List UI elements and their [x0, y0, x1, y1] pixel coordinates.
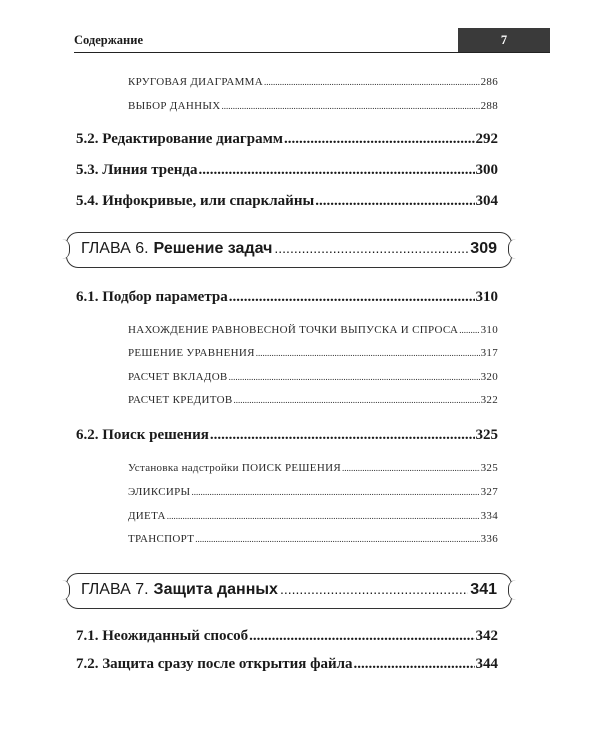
- toc-section-page: 292: [475, 131, 498, 147]
- toc-entry-label: КРУГОВАЯ ДИАГРАММА: [128, 76, 263, 88]
- toc-entry-label: НАХОЖДЕНИЕ РАВНОВЕСНОЙ ТОЧКИ ВЫПУСКА И СПРОСА: [128, 324, 459, 336]
- chapter-page: 341: [470, 581, 497, 598]
- dot-leader: [210, 427, 475, 444]
- toc-entry[interactable]: [128, 394, 498, 406]
- dot-leader: [284, 131, 475, 148]
- toc-entry-label: РЕШЕНИЕ УРАВНЕНИЯ: [128, 347, 255, 359]
- toc-entry-page: 325: [480, 462, 498, 474]
- toc-entry[interactable]: [128, 510, 498, 522]
- toc-section-page: 310: [475, 289, 498, 305]
- toc-entry-page: 317: [480, 347, 498, 359]
- dot-leader: [199, 162, 475, 179]
- toc-entry[interactable]: [128, 486, 498, 498]
- chapter-7-banner[interactable]: [66, 573, 512, 609]
- toc-entry-page: 320: [480, 371, 498, 383]
- dot-leader: [354, 656, 475, 673]
- toc-section-label: 5.2. Редактирование диаграмм: [76, 131, 283, 147]
- toc-section-label: 6.2. Поиск решения: [76, 427, 209, 443]
- toc-entry-page: 327: [480, 486, 498, 498]
- dot-leader: [249, 628, 474, 645]
- dot-leader: [280, 581, 468, 597]
- toc-entry[interactable]: [128, 76, 498, 88]
- toc-section-page: 325: [475, 427, 498, 443]
- dot-leader: [191, 486, 479, 498]
- toc-entry-label: Установка надстройки ПОИСК РЕШЕНИЯ: [128, 462, 341, 474]
- chapter-page: 309: [470, 240, 497, 257]
- toc-entry[interactable]: [128, 371, 498, 383]
- dot-leader: [256, 347, 480, 359]
- dot-leader: [221, 100, 479, 112]
- dot-leader: [233, 394, 479, 406]
- toc-entry-page: 288: [480, 100, 498, 112]
- toc-entry-label: РАСЧЕТ ВКЛАДОВ: [128, 371, 228, 383]
- toc-section[interactable]: [76, 193, 498, 210]
- toc-entry[interactable]: [128, 347, 498, 359]
- toc-section-label: 5.4. Инфокривые, или спарклайны: [76, 193, 315, 209]
- toc-section[interactable]: [76, 656, 498, 673]
- dot-leader: [229, 289, 475, 306]
- toc-section-label: 7.2. Защита сразу после открытия файла: [76, 656, 353, 672]
- toc-entry[interactable]: [128, 100, 498, 112]
- running-header: [74, 28, 550, 53]
- chapter-number: ГЛАВА 6.: [81, 240, 149, 257]
- toc-entry[interactable]: [128, 462, 498, 474]
- dot-leader: [264, 76, 480, 88]
- toc-section[interactable]: [76, 162, 498, 179]
- dot-leader: [167, 510, 480, 522]
- chapter-6-banner[interactable]: [66, 232, 512, 268]
- dot-leader: [195, 533, 479, 545]
- chapter-title: Защита данных: [153, 581, 278, 598]
- toc-section[interactable]: [76, 289, 498, 306]
- dot-leader: [315, 193, 474, 210]
- dot-leader: [342, 462, 480, 474]
- toc-entry[interactable]: [128, 533, 498, 545]
- toc-entry-label: РАСЧЕТ КРЕДИТОВ: [128, 394, 233, 406]
- header-title: Содержание: [74, 33, 144, 47]
- toc-entry-label: ДИЕТА: [128, 510, 166, 522]
- toc-section-page: 304: [475, 193, 498, 209]
- toc-entry[interactable]: [128, 324, 498, 336]
- header-page-number: 7: [458, 28, 550, 52]
- toc-entry-page: 322: [480, 394, 498, 406]
- chapter-number: ГЛАВА 7.: [81, 581, 149, 598]
- toc-section-page: 344: [475, 656, 498, 672]
- toc-section-label: 5.3. Линия тренда: [76, 162, 198, 178]
- toc-entry-page: 336: [480, 533, 498, 545]
- toc-entry-label: ТРАНСПОРТ: [128, 533, 195, 545]
- toc-section-page: 300: [475, 162, 498, 178]
- toc-section-label: 7.1. Неожиданный способ: [76, 628, 249, 644]
- toc-entry-page: 286: [480, 76, 498, 88]
- toc-entry-label: ВЫБОР ДАННЫХ: [128, 100, 221, 112]
- chapter-title: Решение задач: [153, 240, 273, 257]
- toc-section-label: 6.1. Подбор параметра: [76, 289, 228, 305]
- toc-section-page: 342: [475, 628, 498, 644]
- toc-entry-label: ЭЛИКСИРЫ: [128, 486, 191, 498]
- toc-entry-page: 334: [480, 510, 498, 522]
- dot-leader: [229, 371, 480, 383]
- toc-section[interactable]: [76, 131, 498, 148]
- toc-section[interactable]: [76, 427, 498, 444]
- dot-leader: [459, 324, 479, 336]
- dot-leader: [274, 240, 468, 256]
- toc-entry-page: 310: [480, 324, 498, 336]
- toc-section[interactable]: [76, 628, 498, 645]
